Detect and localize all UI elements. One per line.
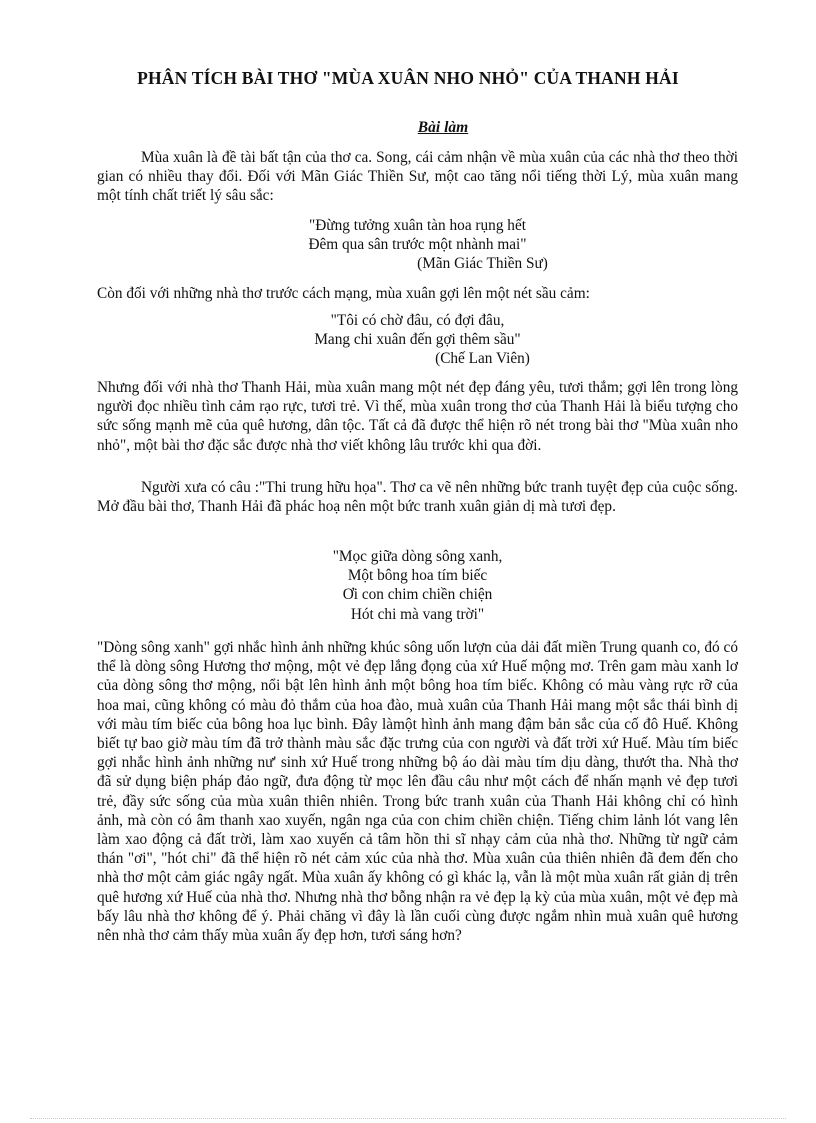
poem-line: "Mọc giữa dòng sông xanh, xyxy=(332,548,503,565)
poem-mua-xuan-nho-nho xyxy=(97,547,738,624)
document-subtitle: Bài làm xyxy=(417,119,469,136)
thanh-hai-paragraph: Nhưng đối với nhà thơ Thanh Hải, mùa xuân mang một nét đẹp đáng yêu, tươi thắm; gợi lên trong lòng người đọc nhiều tình cảm rạo rực, tươi trẻ. Vì thế, mùa xuân trong thơ của Thanh Hải là biểu tượng cho sức sống mạnh mẽ của quê hương, dân tộc. Tất cả đã được thể hiện rõ nét trong bài thơ "Mùa xuân nho nhỏ", một bài thơ đặc sắc được nhà thơ viết không lâu trước khi qua đời. xyxy=(97,379,738,454)
document-title: PHÂN TÍCH BÀI THƠ "MÙA XUÂN NHO NHỎ" CỦA THANH HẢI xyxy=(137,68,679,88)
poem-author: (Mãn Giác Thiền Sư) xyxy=(417,255,548,273)
poem-line: "Đừng tưởng xuân tàn hoa rụng hết xyxy=(309,217,526,234)
poem-che-lan-vien xyxy=(97,311,738,369)
thi-trung-huu-hoa-paragraph: Người xưa có câu :"Thi trung hữu họa". Thơ ca vẽ nên những bức tranh tuyệt đẹp của cuộc sống. Mở đầu bài thơ, Thanh Hải đã phác hoạ nên một bức tranh xuân giản dị mà tươi đẹp. xyxy=(97,479,738,516)
intro-paragraph: Mùa xuân là đề tài bất tận của thơ ca. Song, cái cảm nhận về mùa xuân của các nhà thơ theo thời gian có nhiều thay đổi. Đối với Mãn Giác Thiền Sư, một cao tăng nổi tiếng thời Lý, mùa xuân mang một tính chất triết lý sâu sắc: xyxy=(97,149,738,205)
poem-line: Ơi con chim chiền chiện xyxy=(342,586,493,604)
analysis-paragraph: "Dòng sông xanh" gợi nhắc hình ảnh những khúc sông uốn lượn của dải đất miền Trung quanh co, đó có thể là dòng sông Hương thơ mộng, một vẻ đẹp lắng đọng của xứ Huế mộng mơ. Trên gam màu xanh lơ của dòng sông thơ mộng, nổi bật lên hình ảnh một bông hoa tím biếc. Không có màu vàng rực rỡ của hoa mai, cũng không có màu đỏ thắm của hoa đào, muà xuân của Thanh Hải mang một sắc thái bình dị với màu tím biếc của bông hoa lục bình. Đây làmột hình ảnh mang đậm bản sắc của cố đô Huế. Không biết tự bao giờ màu tím đã trở thành màu sắc đặc trưng của con người và đất trời xứ Huế. Màu tím biếc gợi nhắc hình ảnh những nư' sinh xứ Huế trong những bộ áo dài màu tím dịu dàng, thướt tha. Nhà thơ đã sử dụng biện pháp đảo ngữ, đưa động từ mọc lên đầu câu như một cách để nhấn mạnh vẻ đẹp tươi trẻ, đầy sức sống của mùa xuân thiên nhiên. Trong bức tranh xuân của Thanh Hải không chỉ có hình ảnh, mà còn có âm thanh xao xuyến, ngân nga của con chim chiền chiện. Tiếng chim lảnh lót vang lên làm xao động cả đất trời, làm xao xuyến cả tâm hồn thi sĩ nhạy cảm của nhà thơ. Những từ ngữ cảm thán "ơi", "hót chi" đã thể hiện rõ nét cảm xúc của nhà thơ. Mùa xuân của thiên nhiên đã đem đến cho nhà thơ một cảm giác ngây ngất. Mùa xuân ấy không có gì khác lạ, vẫn là một mùa xuân rất giản dị trên quê hương xứ Huế của nhà thơ. Nhưng nhà thơ bỗng nhận ra vẻ đẹp lạ kỳ của mùa xuân, một vẻ đẹp mà bấy lâu nhà thơ không để ý. Phải chăng vì đây là lần cuối cùng được ngắm nhìn muà xuân quê hương nên nhà thơ cảm thấy mùa xuân ấy đẹp hơn, tươi sáng hơn? xyxy=(97,639,738,945)
poem-line: Mang chi xuân đến gợi thêm sầu" xyxy=(314,331,521,349)
poem-line: Hót chi mà vang trời" xyxy=(350,605,485,623)
poem-line: "Tôi có chờ đâu, có đợi đâu, xyxy=(330,312,505,329)
page-bottom-rule xyxy=(30,1118,786,1119)
poem-line: Một bông hoa tím biếc xyxy=(347,567,488,585)
poem-author: (Chế Lan Viên) xyxy=(435,350,530,368)
poem-man-giac xyxy=(97,216,738,274)
poem-line: Đêm qua sân trước một nhành mai" xyxy=(308,236,527,254)
transition-paragraph: Còn đối với những nhà thơ trước cách mạng, mùa xuân gợi lên một nét sầu cảm: xyxy=(97,285,590,302)
